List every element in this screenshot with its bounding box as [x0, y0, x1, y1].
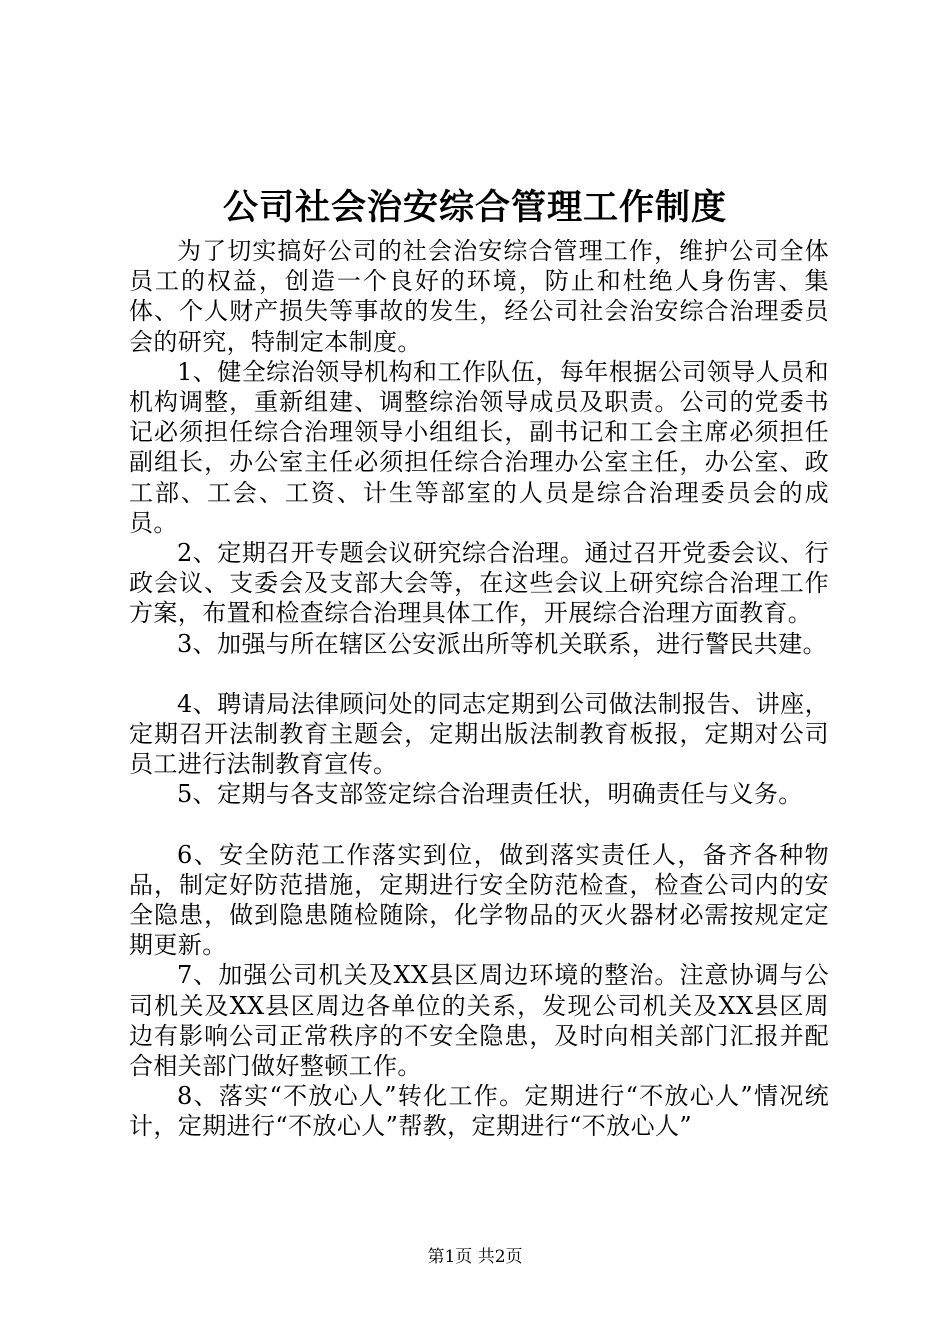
- document-body: [129, 236, 829, 1142]
- document-title: 公司社会治安综合管理工作制度: [222, 187, 727, 228]
- clause-7-paragraph: 7、加强公司机关及XX县区周边环境的整治。注意协调与公司机关及XX县区周边各单位的关系，发现公司机关及XX县区周边有影响公司正常秩序的不安全隐患，及时向相关部门汇报并配合相关部门做好整顿工作。: [129, 961, 829, 1081]
- clause-3-paragraph: 3、加强与所在辖区公安派出所等机关联系，进行警民共建。: [177, 629, 828, 658]
- page-footer: 第1页 共2页: [427, 1247, 523, 1267]
- clause-8-paragraph: 8、落实“不放心人”转化工作。定期进行“不放心人”情况统计，定期进行“不放心人”帮教，定期进行“不放心人”: [129, 1082, 829, 1141]
- clause-6-paragraph: 6、安全防范工作落实到位，做到落实责任人，备齐各种物品，制定好防范措施，定期进行安全防范检查，检查公司内的安全隐患，做到隐患随检随除，化学物品的灭火器材必需按规定定期更新。: [129, 840, 829, 960]
- clause-5-paragraph: 5、定期与各支部签定综合治理责任状，明确责任与义务。: [177, 780, 803, 809]
- intro-paragraph: 为了切实搞好公司的社会治安综合管理工作，维护公司全体员工的权益，创造一个良好的环境，防止和杜绝人身伤害、集体、个人财产损失等事故的发生，经公司社会治安综合治理委员会的研究，特制定本制度。: [129, 237, 829, 356]
- clause-4-paragraph: 4、聘请局法律顾问处的同志定期到公司做法制报告、讲座，定期召开法制教育主题会，定期出版法制教育板报，定期对公司员工进行法制教育宣传。: [129, 689, 829, 779]
- clause-1-paragraph: 1、健全综治领导机构和工作队伍，每年根据公司领导人员和机构调整，重新组建、调整综治领导成员及职责。公司的党委书记必须担任综合治理领导小组组长，副书记和工会主席必须担任副组长，办公室主任必须担任综合治理办公室主任，办公室、政工部、工会、工资、计生等部室的人员是综合治理委员会的成员。: [129, 357, 829, 537]
- clause-2-paragraph: 2、定期召开专题会议研究综合治理。通过召开党委会议、行政会议、支委会及支部大会等，在这些会议上研究综合治理工作方案，布置和检查综合治理具体工作，开展综合治理方面教育。: [129, 539, 829, 628]
